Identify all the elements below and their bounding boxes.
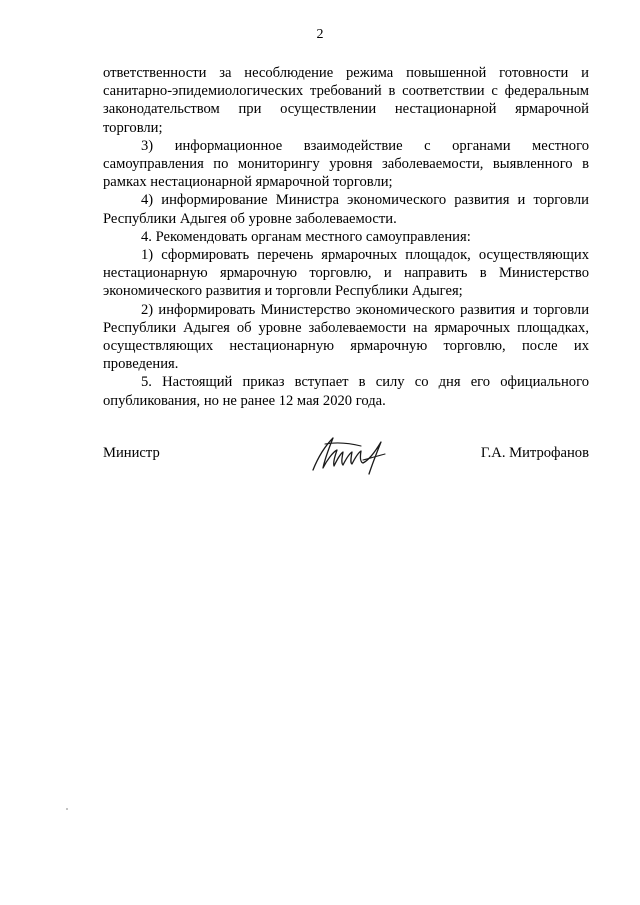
paragraph-continuation: ответственности за несоблюдение режима повышенной готовности и санитарно-эпидемиологических требований в соответствии с федеральным законодательством при осуществлении нестационарной ярмарочной торговли; [103,65,589,136]
page-number: 2 [316,27,324,42]
document-body [103,64,589,410]
paragraph-section-4: 4. Рекомендовать органам местного самоуправления: [141,228,471,245]
handwritten-signature [303,430,403,478]
signatory-title: Министр [103,445,160,461]
scan-speck [66,808,68,810]
signature-block [103,444,589,474]
paragraph-item-3: 3) информационное взаимодействие с органами местного самоуправления по мониторингу уровня заболеваемости, выявленного в рамках нестационарной ярмарочной торговли; [103,137,589,191]
paragraph-section-5: 5. Настоящий приказ вступает в силу со дня его официального опубликования, но не ранее 12 мая 2020 года. [103,374,589,409]
paragraph-item-4: 4) информирование Министра экономического развития и торговли Республики Адыгея об уровне заболеваемости. [103,192,589,227]
paragraph-subitem-1: 1) сформировать перечень ярмарочных площадок, осуществляющих нестационарную ярмарочную торговлю, и направить в Министерство экономического развития и торговли Республики Адыгея; [103,247,589,300]
paragraph-subitem-2: 2) информировать Министерство экономического развития и торговли Республики Адыгея об уровне заболеваемости на ярмарочных площадках, осуществляющих нестационарную ярмарочную торговлю, после их проведения. [103,301,589,373]
signatory-name: Г.А. Митрофанов [480,445,589,461]
